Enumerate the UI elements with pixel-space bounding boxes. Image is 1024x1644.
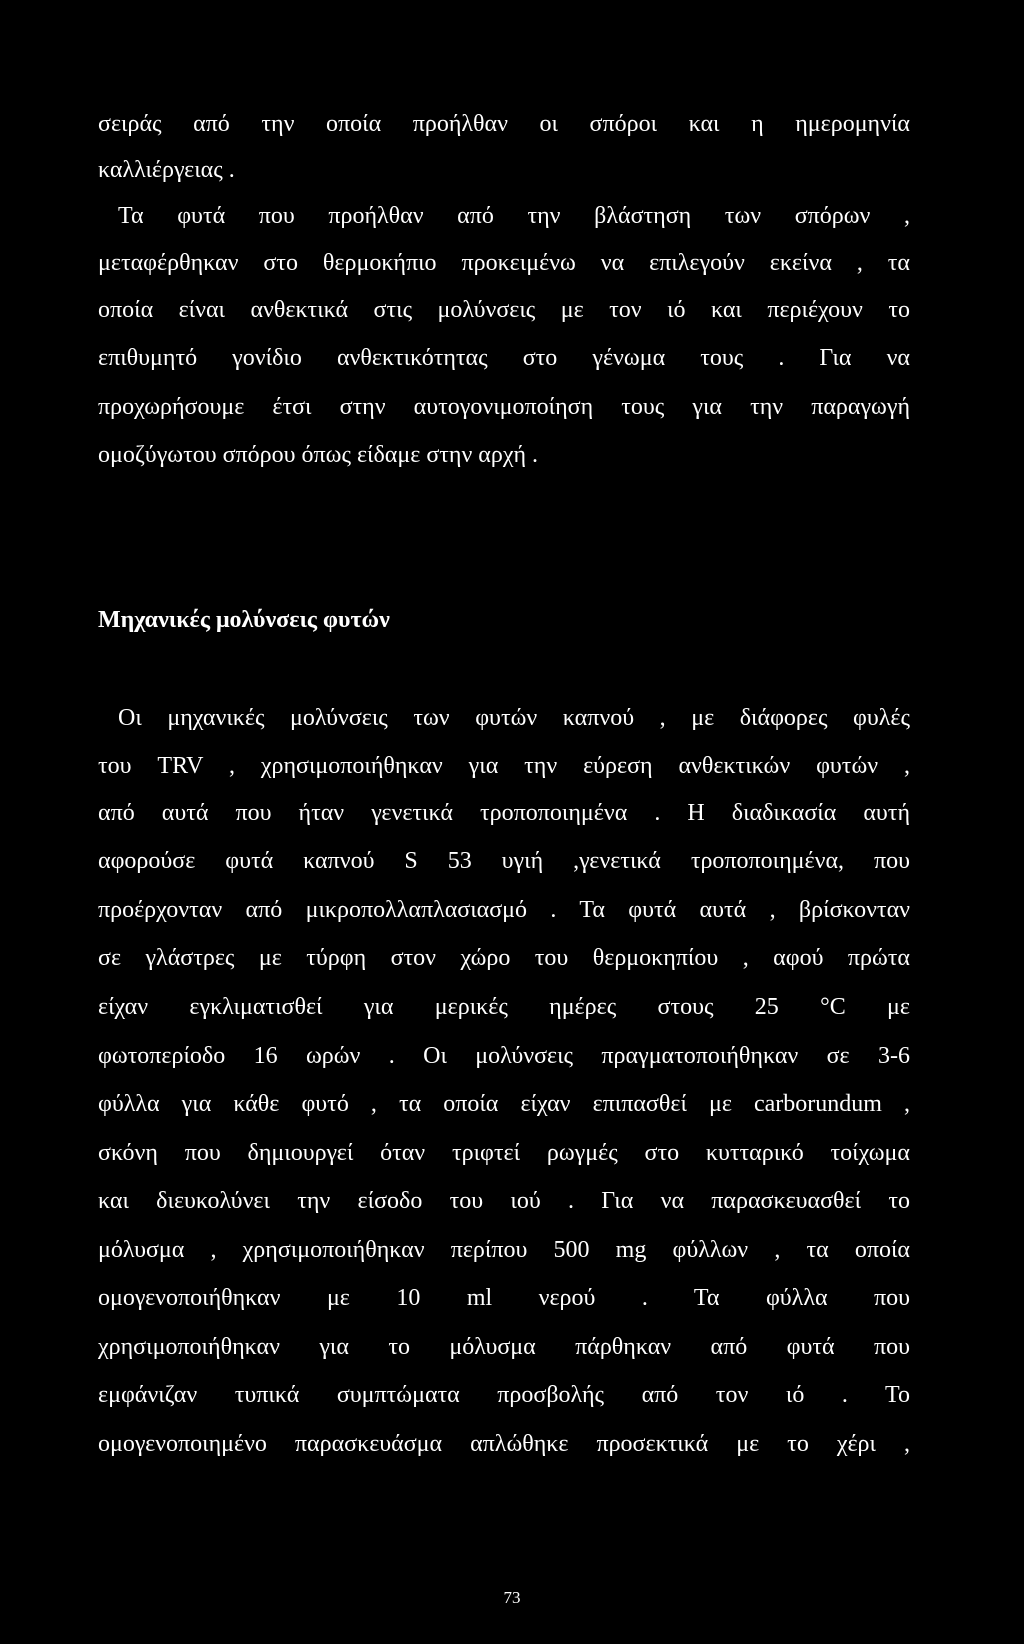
text-line: φωτοπερίοδο 16 ωρών . Οι μολύνσεις πραγματοποιήθηκαν σε 3-6 bbox=[98, 1043, 910, 1069]
text-line: φύλλα για κάθε φυτό , τα οποία είχαν επιπασθεί με carborundum , bbox=[98, 1091, 910, 1117]
text-line: Οι μηχανικές μολύνσεις των φυτών καπνού , με διάφορες φυλές bbox=[118, 705, 910, 731]
text-line: αφορούσε φυτά καπνού S 53 υγιή ,γενετικά τροποποιημένα, που bbox=[98, 848, 910, 874]
text-line: σκόνη που δημιουργεί όταν τριφτεί ρωγμές στο κυτταρικό τοίχωμα bbox=[98, 1140, 910, 1166]
text-line: Τα φυτά που προήλθαν από την βλάστηση των σπόρων , bbox=[118, 203, 910, 229]
text-line: σε γλάστρες με τύρφη στον χώρο του θερμοκηπίου , αφού πρώτα bbox=[98, 945, 910, 971]
text-line: είχαν εγκλιματισθεί για μερικές ημέρες στους 25 °C με bbox=[98, 994, 910, 1020]
text-line: μεταφέρθηκαν στο θερμοκήπιο προκειμένω να επιλεγούν εκείνα , τα bbox=[98, 250, 910, 276]
text-line: επιθυμητό γονίδιο ανθεκτικότητας στο γένωμα τους . Για να bbox=[98, 345, 910, 371]
text-line: σειράς από την οποία προήλθαν οι σπόροι και η ημερομηνία bbox=[98, 111, 910, 137]
text-line: προχωρήσουμε έτσι στην αυτογονιμοποίηση τους για την παραγωγή bbox=[98, 394, 910, 420]
text-line: οποία είναι ανθεκτικά στις μολύνσεις με τον ιό και περιέχουν το bbox=[98, 297, 910, 323]
text-line: ομογενοποιήθηκαν με 10 ml νερού . Τα φύλλα που bbox=[98, 1285, 910, 1311]
section-heading: Μηχανικές μολύνσεις φυτών bbox=[98, 607, 390, 633]
text-line: χρησιμοποιήθηκαν για το μόλυσμα πάρθηκαν από φυτά που bbox=[98, 1334, 910, 1360]
text-line: εμφάνιζαν τυπικά συμπτώματα προσβολής από τον ιό . Το bbox=[98, 1382, 910, 1408]
text-line: από αυτά που ήταν γενετικά τροποποιημένα . Η διαδικασία αυτή bbox=[98, 800, 910, 826]
text-line: ομογενοποιημένο παρασκευάσμα απλώθηκε προσεκτικά με το χέρι , bbox=[98, 1431, 910, 1457]
text-line: μόλυσμα , χρησιμοποιήθηκαν περίπου 500 mg φύλλων , τα οποία bbox=[98, 1237, 910, 1263]
page-number: 73 bbox=[503, 1588, 521, 1607]
text-line: προέρχονταν από μικροπολλαπλασιασμό . Τα φυτά αυτά , βρίσκονταν bbox=[98, 897, 910, 923]
text-line: ομοζύγωτου σπόρου όπως είδαμε στην αρχή . bbox=[98, 442, 539, 468]
text-line: και διευκολύνει την είσοδο του ιού . Για να παρασκευασθεί το bbox=[98, 1188, 910, 1214]
text-line: του TRV , χρησιμοποιήθηκαν για την εύρεση ανθεκτικών φυτών , bbox=[98, 753, 910, 779]
text-line: καλλιέργειας . bbox=[98, 157, 235, 183]
